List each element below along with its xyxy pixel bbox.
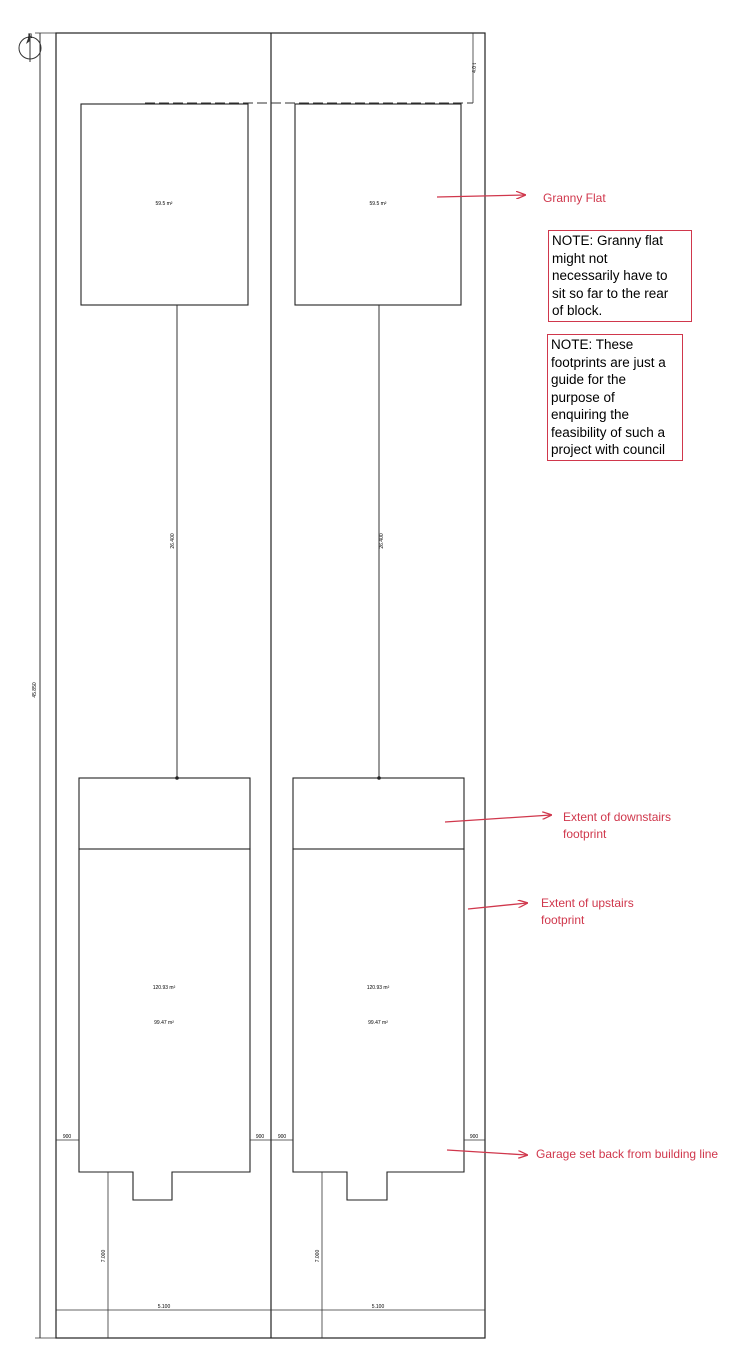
left-downstairs-area: 120.93 m² <box>152 985 176 991</box>
note2-line: project with council <box>551 442 666 457</box>
note-granny-flat <box>548 230 692 322</box>
rear-setback-dimension <box>145 33 478 103</box>
left-upstairs-area: 99.47 m² <box>154 1020 174 1026</box>
right-side-setback-right: 900 <box>469 1134 479 1140</box>
north-label: N <box>27 34 33 40</box>
note2-line: purpose of <box>551 389 615 405</box>
garage-annotation: Garage set back from building line <box>536 1147 719 1161</box>
note1-line: necessarily have to <box>552 268 668 283</box>
left-separation-label: 26.400 <box>170 533 176 549</box>
downstairs-annotation-line1: Extent of downstairs <box>563 810 672 824</box>
note2-line: footprints are just a <box>551 354 666 370</box>
upstairs-arrow-icon <box>468 903 527 909</box>
upstairs-annotation-line2: footprint <box>541 913 585 927</box>
note1-line: sit so far to the rear <box>552 285 669 301</box>
upstairs-annotation <box>541 895 634 929</box>
note2-line: feasibility of such a <box>551 424 666 440</box>
downstairs-arrow-icon <box>445 815 551 822</box>
note2-line: enquiring the <box>551 407 630 422</box>
left-width-label: 5.100 <box>157 1304 171 1310</box>
note1-line: NOTE: Granny flat <box>552 233 664 248</box>
note1-line: of block. <box>552 303 603 318</box>
right-lot <box>271 104 485 1338</box>
downstairs-annotation <box>563 809 671 843</box>
garage-arrow-icon <box>447 1150 527 1155</box>
note1-line: might not <box>552 250 608 266</box>
rear-setback-label: 4.0 t <box>472 63 478 73</box>
granny-flat-arrow-icon <box>437 195 525 197</box>
note2-line: NOTE: These <box>551 337 634 352</box>
total-depth-label: 45.850 <box>32 682 38 698</box>
left-side-setback-right: 900 <box>255 1134 265 1140</box>
note2-line: guide for the <box>551 372 627 387</box>
right-front-setback-label: 7.000 <box>315 1249 321 1263</box>
total-depth-dimension <box>32 33 56 1338</box>
right-granny-area: 59.5 m² <box>369 201 387 207</box>
right-width-label: 5.100 <box>371 1304 385 1310</box>
left-side-setback-left: 900 <box>62 1134 72 1140</box>
right-side-setback-left: 900 <box>277 1134 287 1140</box>
right-separation-label: 26.400 <box>379 533 385 549</box>
upstairs-annotation-line1: Extent of upstairs <box>541 896 634 910</box>
right-upstairs-area: 99.47 m² <box>368 1020 388 1026</box>
granny-flat-annotation: Granny Flat <box>543 191 606 205</box>
right-downstairs-area: 120.93 m² <box>366 985 390 991</box>
left-granny-area: 59.5 m² <box>155 201 173 207</box>
left-front-setback-label: 7.000 <box>101 1249 107 1263</box>
north-arrow-icon <box>19 33 41 62</box>
right-downstairs-extension <box>293 778 464 849</box>
left-lot <box>56 104 271 1338</box>
note-footprints <box>547 334 683 461</box>
left-downstairs-extension <box>79 778 250 849</box>
downstairs-annotation-line2: footprint <box>563 827 607 841</box>
